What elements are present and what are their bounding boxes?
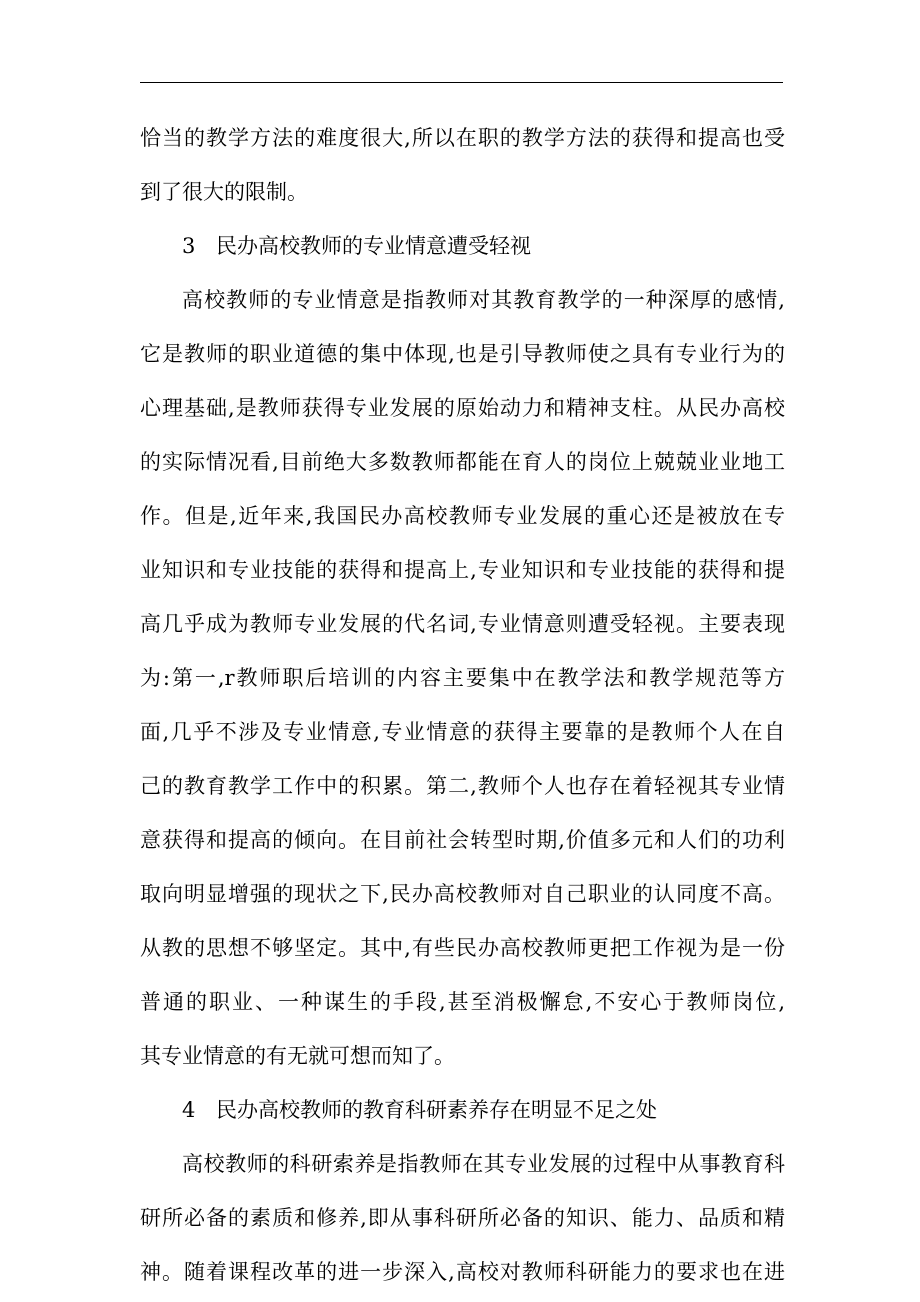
section-title: 民办高校教师的教育科研素养存在明显不足之处	[216, 1098, 657, 1122]
body-line: 它是教师的职业道德的集中体现,也是引导教师使之具有专业行为的	[140, 342, 785, 366]
body-line: 恰当的教学方法的难度很大,所以在职的教学方法的获得和提高也受	[140, 126, 785, 150]
body-line: 其专业情意的有无就可想而知了。	[140, 1044, 455, 1068]
body-line: 己的教育教学工作中的积累。第二,教师个人也存在着轻视其专业情	[140, 774, 785, 798]
body-line: 研所必备的素质和修养,即从事科研所必备的知识、能力、品质和精	[140, 1206, 785, 1230]
header-rule	[140, 82, 783, 83]
paragraph-first-line: 高校教师的科研索养是指教师在其专业发展的过程中从事教育科	[182, 1152, 785, 1176]
body-line: 意获得和提高的倾向。在目前社会转型时期,价值多元和人们的功利	[140, 828, 785, 852]
section-number: 3	[182, 234, 196, 258]
body-line: 的实际情况看,目前绝大多数教师都能在育人的岗位上兢兢业业地工	[140, 450, 785, 474]
body-line: 为:第一,r教师职后培训的内容主要集中在教学法和教学规范等方	[140, 666, 785, 690]
document-body	[140, 111, 785, 1299]
paragraph-first-line: 高校教师的专业情意是指教师对其教育教学的一种深厚的感情,	[182, 288, 785, 312]
body-line: 业知识和专业技能的获得和提高上,专业知识和专业技能的获得和提	[140, 558, 785, 582]
body-line: 取向明显增强的现状之下,民办高校教师对自己职业的认同度不高。	[140, 882, 785, 906]
section-number: 4	[182, 1098, 196, 1122]
section-heading-4	[140, 1083, 785, 1137]
body-line: 神。随着课程改革的进一步深入,高校对教师科研能力的要求也在进	[140, 1260, 785, 1284]
body-line: 作。但是,近年来,我国民办高校教师专业发展的重心还是被放在专	[140, 504, 785, 528]
body-line: 高几乎成为教师专业发展的代名词,专业情意则遭受轻视。主要表现	[140, 612, 785, 636]
section-heading-3	[140, 219, 785, 273]
body-line: 从教的思想不够坚定。其中,有些民办高校教师更把工作视为是一份	[140, 936, 785, 960]
section-title: 民办高校教师的专业情意遭受轻视	[216, 234, 531, 258]
body-line: 心理基础,是教师获得专业发展的原始动力和精神支柱。从民办高校	[140, 396, 785, 420]
body-line: 面,几乎不涉及专业情意,专业情意的获得主要靠的是教师个人在自	[140, 720, 785, 744]
body-line: 普通的职业、一种谋生的手段,甚至消极懈怠,不安心于教师岗位,	[140, 990, 785, 1014]
body-line: 到了很大的限制。	[140, 180, 308, 204]
